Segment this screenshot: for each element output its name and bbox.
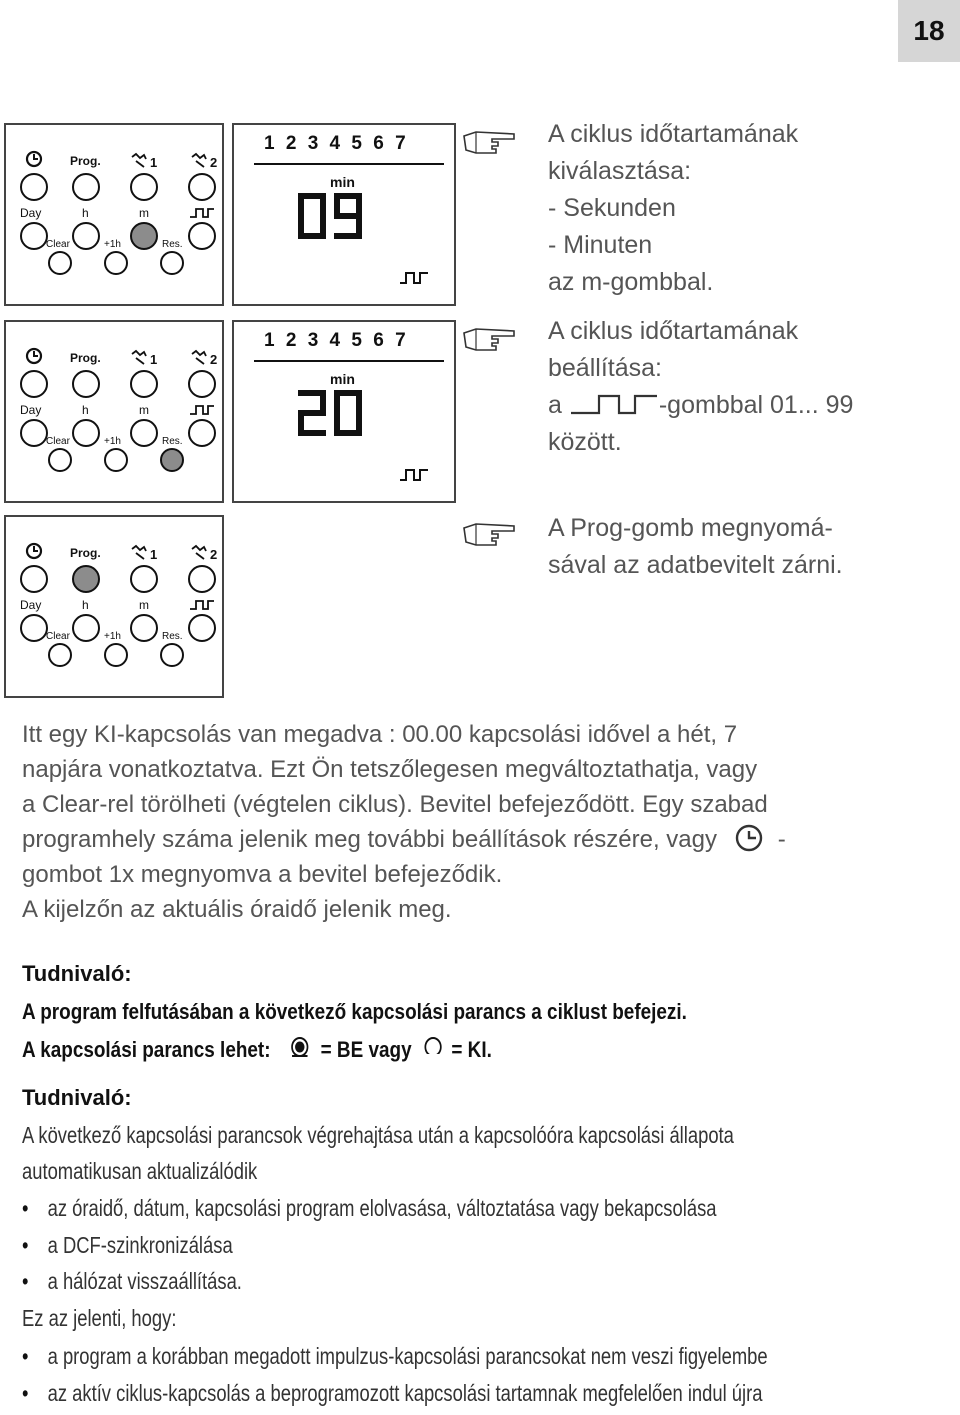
text-fragment: = BE vagy — [320, 1037, 412, 1062]
channel-1-label: 1 — [150, 155, 158, 170]
ch1-button[interactable] — [131, 174, 157, 200]
clear-button[interactable] — [49, 252, 71, 274]
clear-button[interactable] — [49, 449, 71, 471]
pulse-symbol-icon — [571, 393, 657, 415]
m-button[interactable] — [131, 615, 157, 641]
text-line — [22, 822, 922, 857]
keypad-drawing — [6, 322, 222, 501]
list-item-text: az óraidő, dátum, kapcsolási program elolvasása, változtatása vagy bekapcsolása — [47, 1195, 717, 1221]
m-label: m — [139, 403, 149, 417]
day-label: Day — [20, 598, 42, 612]
prog-button[interactable] — [73, 174, 99, 200]
day-label: Day — [20, 206, 42, 220]
note-2-line-2: automatikusan aktualizálódik — [22, 1158, 258, 1184]
list-item: • a program a korábban megadott impulzus-kapcsolási parancsokat nem veszi figyelembe — [22, 1343, 768, 1369]
prog-label: Prog. — [70, 154, 101, 168]
h-label: h — [82, 206, 89, 220]
text-line: Itt egy KI-kapcsolás van megadva : 00.00 kapcsolási idővel a hét, 7 — [22, 721, 738, 748]
text-line: napjára vonatkoztatva. Ezt Ön tetszőlegesen megváltoztathatja, vagy — [22, 756, 758, 783]
text-fragment: -gombbal 01... 99 — [658, 391, 854, 419]
lcd-digit — [334, 193, 362, 239]
pulse-button[interactable] — [189, 223, 215, 249]
note-1-line-1: A program felfutásában a következő kapcsolási parancs a ciklust befejezi. — [22, 999, 687, 1024]
h-label: h — [82, 403, 89, 417]
pointing-hand-icon — [462, 323, 518, 353]
text-line: A ciklus időtartamának — [548, 120, 799, 148]
list-item-text: a program a korábban megadott impulzus-kapcsolási parancsokat nem veszi figyelembe — [47, 1343, 768, 1369]
pulse-button[interactable] — [189, 615, 215, 641]
keypad-drawing — [6, 517, 222, 696]
clock-icon — [732, 823, 768, 853]
text-line: beállítása: — [548, 354, 662, 382]
text-fragment: = KI. — [451, 1037, 492, 1062]
plus1h-button[interactable] — [105, 449, 127, 471]
prog-button[interactable] — [73, 371, 99, 397]
note-2-line-3: Ez az jelenti, hogy: — [22, 1305, 177, 1331]
note-1-line-2 — [22, 1035, 492, 1063]
text-line: A kijelzőn az aktuális óraidő jelenik meg. — [22, 896, 452, 923]
text-line: gombot 1x megnyomva a bevitel befejeződik. — [22, 861, 503, 888]
ch2-button[interactable] — [189, 566, 215, 592]
on-switch-icon — [288, 1035, 312, 1061]
channel-2-icon — [192, 546, 206, 559]
clear-label: Clear — [46, 239, 70, 250]
pulse-icon — [190, 406, 214, 414]
text-line: A Prog-gomb megnyomá- — [548, 514, 833, 542]
plus1h-label: +1h — [104, 436, 121, 447]
lcd-digit — [298, 193, 326, 239]
day-button[interactable] — [21, 615, 47, 641]
clear-label: Clear — [46, 631, 70, 642]
channel-2-label: 2 — [210, 352, 218, 367]
ch2-button[interactable] — [189, 174, 215, 200]
h-button[interactable] — [73, 615, 99, 641]
text-fragment: programhely száma jelenik meg további beállítások részére, vagy — [22, 826, 718, 853]
day-button[interactable] — [21, 420, 47, 446]
day-label: Day — [20, 403, 42, 417]
lcd-display-2 — [232, 320, 456, 503]
res-button[interactable] — [161, 644, 183, 666]
lcd-digit — [334, 390, 362, 436]
weekday-numbers: 1 2 3 4 5 6 7 — [264, 330, 409, 351]
description-paragraph — [22, 717, 922, 927]
text-fragment: - — [777, 826, 786, 853]
channel-2-label: 2 — [210, 155, 218, 170]
list-item-text: a DCF-szinkronizálása — [47, 1232, 233, 1258]
text-line: - Minuten — [548, 231, 653, 259]
list-item: • az aktív ciklus-kapcsolás a beprogramozott kapcsolási tartamnak megfelelően indul újra — [22, 1380, 763, 1406]
text-line: a Clear-rel törölheti (végtelen ciklus). Bevitel befejeződött. Egy szabad — [22, 791, 768, 818]
ch1-button[interactable] — [131, 566, 157, 592]
lcd-digit — [298, 390, 326, 436]
off-switch-icon — [422, 1035, 444, 1061]
res-label: Res. — [162, 239, 183, 250]
lcd-divider — [254, 360, 444, 362]
note-2-title: Tudnivaló: — [22, 1085, 132, 1110]
lcd-display-1 — [232, 123, 456, 306]
list-item: • a DCF-szinkronizálása — [22, 1232, 233, 1258]
res-button[interactable] — [161, 449, 183, 471]
clock-button[interactable] — [21, 174, 47, 200]
lcd-drawing — [234, 322, 454, 501]
ch1-button[interactable] — [131, 371, 157, 397]
clock-button[interactable] — [21, 566, 47, 592]
h-label: h — [82, 598, 89, 612]
channel-1-label: 1 — [150, 352, 158, 367]
text-line: sával az adatbevitelt zárni. — [548, 551, 843, 579]
step-3-text — [548, 510, 843, 584]
text-fragment: A kapcsolási parancs lehet: — [22, 1037, 271, 1062]
channel-2-icon — [192, 351, 206, 364]
weekday-numbers: 1 2 3 4 5 6 7 — [264, 133, 409, 154]
pointing-hand-icon — [462, 518, 518, 548]
pointing-hand-icon — [462, 126, 518, 156]
pulse-icon — [190, 209, 214, 217]
m-button[interactable] — [131, 223, 157, 249]
note-2-line-1: A következő kapcsolási parancsok végrehajtása után a kapcsolóóra kapcsolási állapota — [22, 1122, 734, 1148]
step-1-text — [548, 116, 798, 301]
keypad-panel-2 — [4, 320, 224, 503]
pulse-icon — [190, 601, 214, 609]
plus1h-label: +1h — [104, 239, 121, 250]
channel-1-icon — [132, 546, 146, 559]
channel-1-icon — [132, 351, 146, 364]
lcd-drawing — [234, 125, 454, 304]
text-line: az m-gombbal. — [548, 268, 714, 296]
text-line: - Sekunden — [548, 194, 676, 222]
channel-1-label: 1 — [150, 547, 158, 562]
h-button[interactable] — [73, 420, 99, 446]
lcd-divider — [254, 163, 444, 165]
list-item-text: a hálózat visszaállítása. — [47, 1268, 242, 1294]
prog-label: Prog. — [70, 351, 101, 365]
clock-icon — [27, 152, 41, 166]
text-line: A ciklus időtartamának — [548, 317, 799, 345]
page-number: 18 — [898, 0, 960, 62]
unit-label: min — [330, 174, 355, 190]
unit-label: min — [330, 371, 355, 387]
clock-icon — [27, 544, 41, 558]
clear-label: Clear — [46, 436, 70, 447]
text-fragment: a — [548, 391, 569, 419]
plus1h-button[interactable] — [105, 644, 127, 666]
m-label: m — [139, 206, 149, 220]
prog-button[interactable] — [73, 566, 99, 592]
pulse-icon — [400, 470, 428, 480]
res-label: Res. — [162, 436, 183, 447]
keypad-panel-1 — [4, 123, 224, 306]
m-label: m — [139, 598, 149, 612]
note-1-title: Tudnivaló: — [22, 961, 132, 986]
channel-1-icon — [132, 154, 146, 167]
channel-2-icon — [192, 154, 206, 167]
prog-label: Prog. — [70, 546, 101, 560]
pulse-icon — [400, 273, 428, 283]
text-line — [548, 387, 853, 424]
plus1h-label: +1h — [104, 631, 121, 642]
res-label: Res. — [162, 631, 183, 642]
keypad-panel-3 — [4, 515, 224, 698]
h-button[interactable] — [73, 223, 99, 249]
clock-button[interactable] — [21, 371, 47, 397]
step-2-text — [548, 313, 853, 461]
res-button[interactable] — [161, 252, 183, 274]
clear-button[interactable] — [49, 644, 71, 666]
channel-2-label: 2 — [210, 547, 218, 562]
m-button[interactable] — [131, 420, 157, 446]
keypad-drawing — [6, 125, 222, 304]
text-line: között. — [548, 428, 622, 456]
list-item: • a hálózat visszaállítása. — [22, 1268, 242, 1294]
text-line: kiválasztása: — [548, 157, 692, 185]
ch2-button[interactable] — [189, 371, 215, 397]
plus1h-button[interactable] — [105, 252, 127, 274]
list-item-text: az aktív ciklus-kapcsolás a beprogramozott kapcsolási tartamnak megfelelően indul újra — [47, 1380, 763, 1406]
clock-icon — [27, 349, 41, 363]
list-item: • az óraidő, dátum, kapcsolási program elolvasása, változtatása vagy bekapcsolása — [22, 1195, 717, 1221]
pulse-button[interactable] — [189, 420, 215, 446]
day-button[interactable] — [21, 223, 47, 249]
